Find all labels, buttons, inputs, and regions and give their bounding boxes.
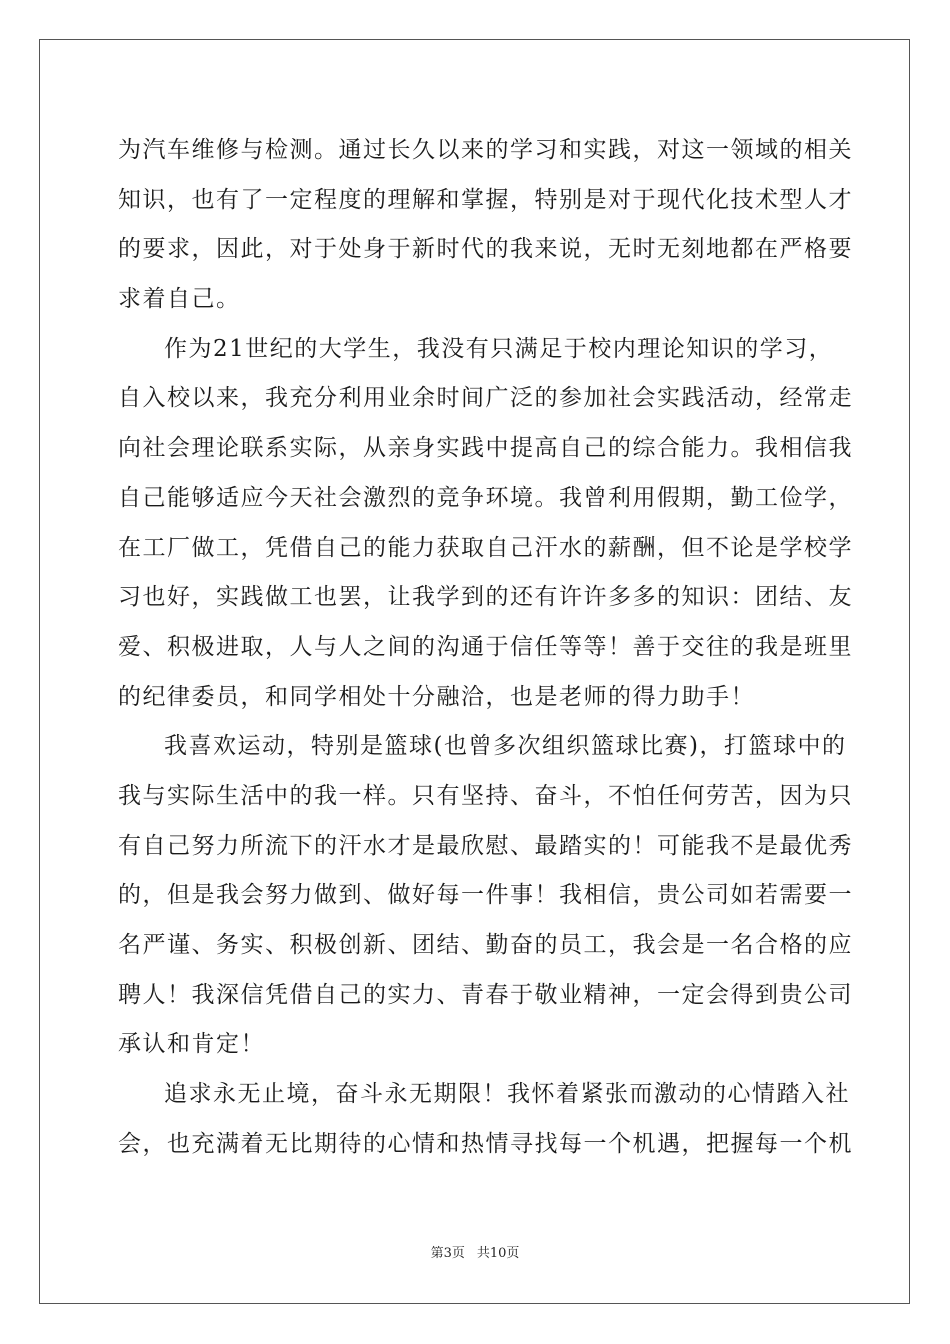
- text-line: 我喜欢运动，特别是篮球(也曾多次组织篮球比赛)，打篮球中的: [164, 733, 847, 760]
- text-line: 知识，也有了一定程度的理解和掌握，特别是对于现代化技术型人才: [118, 186, 853, 213]
- text-line: 习也好，实践做工也罢，让我学到的还有许许多多的知识：团结、友: [118, 584, 853, 611]
- text-line: 追求永无止境，奋斗永无期限！我怀着紧张而激动的心情踏入社: [164, 1081, 850, 1108]
- text-line: 聘人！我深信凭借自己的实力、青春于敬业精神，一定会得到贵公司: [118, 981, 853, 1008]
- text-line: 爱、积极进取，人与人之间的沟通于信任等等！善于交往的我是班里: [118, 633, 853, 660]
- text-line: 自己能够适应今天社会激烈的竞争环境。我曾利用假期，勤工俭学，: [118, 484, 853, 511]
- text-line: 作为21世纪的大学生，我没有只满足于校内理论知识的学习，: [164, 335, 834, 362]
- text-line: 在工厂做工，凭借自己的能力获取自己汗水的薪酬，但不论是学校学: [118, 534, 853, 561]
- text-line: 向社会理论联系实际，从亲身实践中提高自己的综合能力。我相信我: [118, 435, 853, 462]
- page-footer: [0, 1244, 950, 1264]
- text-line: 求着自己。: [118, 286, 241, 313]
- text-line: 承认和肯定！: [118, 1031, 265, 1058]
- text-line: 名严谨、务实、积极创新、团结、勤奋的员工，我会是一名合格的应: [118, 932, 853, 958]
- document-body: [118, 126, 853, 1169]
- text-line: 的纪律委员，和同学相处十分融洽，也是老师的得力助手！: [118, 683, 755, 710]
- page-number: 第3页: [430, 1246, 465, 1261]
- text-line: 的要求，因此，对于处身于新时代的我来说，无时无刻地都在严格要: [118, 236, 853, 263]
- text-line: 为汽车维修与检测。通过长久以来的学习和实践，对这一领域的相关: [118, 137, 853, 163]
- text-line: 有自己努力所流下的汗水才是最欣慰、最踏实的！可能我不是最优秀: [118, 832, 853, 859]
- text-line: 我与实际生活中的我一样。只有坚持、奋斗，不怕任何劳苦，因为只: [118, 782, 853, 809]
- text-line: 会，也充满着无比期待的心情和热情寻找每一个机遇，把握每一个机: [118, 1130, 853, 1157]
- text-line: 自入校以来，我充分利用业余时间广泛的参加社会实践活动，经常走: [118, 385, 853, 412]
- text-line: 的，但是我会努力做到、做好每一件事！我相信，贵公司如若需要一: [118, 882, 853, 909]
- page-total: 共10页: [476, 1246, 520, 1261]
